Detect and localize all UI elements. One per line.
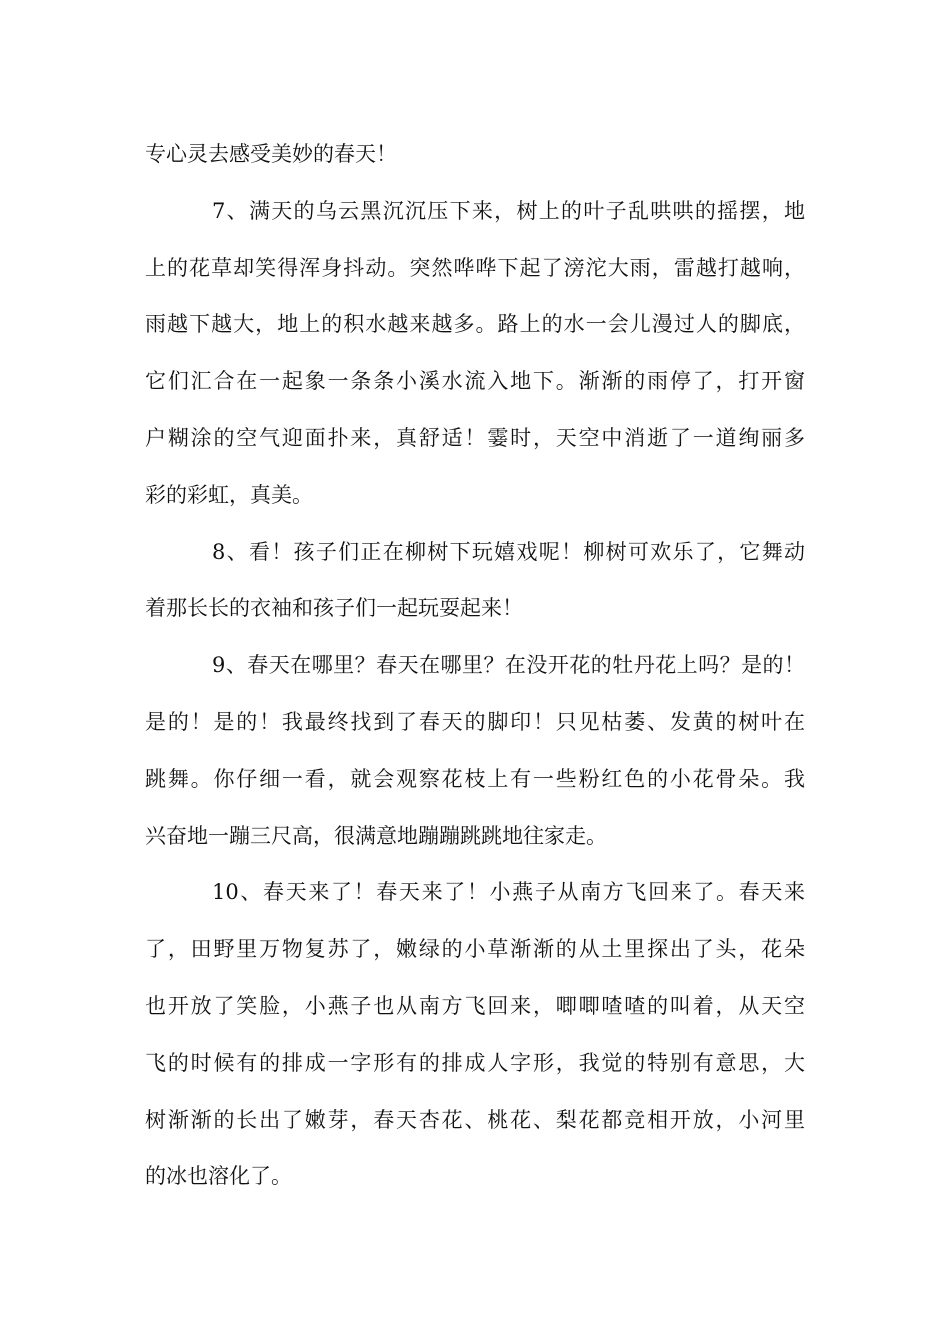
text-line: 雨越下越大，地上的积水越来越多。路上的水一会儿漫过人的脚底， [145, 312, 805, 337]
text-line: 户糊涂的空气迎面扑来，真舒适！霎时，天空中消逝了一道绚丽多 [145, 425, 805, 450]
paragraph-8 [145, 524, 805, 638]
text-line: 是的！是的！我最终找到了春天的脚印！只见枯萎、发黄的树叶在 [145, 709, 805, 734]
text-line: 着那长长的衣袖和孩子们一起玩耍起来！ [145, 596, 523, 621]
text-line: 上的花草却笑得浑身抖动。突然哗哗下起了滂沱大雨，雷越打越响， [145, 255, 805, 280]
text-line: 8、看！孩子们正在柳树下玩嬉戏呢！柳树可欢乐了，它舞动 [212, 539, 805, 564]
text-line: 10、春天来了！春天来了！小燕子从南方飞回来了。春天来 [212, 880, 805, 905]
text-line: 9、春天在哪里？春天在哪里？在没开花的牡丹花上吗？是的！ [212, 653, 805, 678]
paragraph-9 [145, 637, 805, 864]
text-line: 飞的时候有的排成一字形有的排成人字形，我觉的特别有意思，大 [145, 1050, 805, 1075]
text-line: 兴奋地一蹦三尺高，很满意地蹦蹦跳跳地往家走。 [145, 823, 607, 848]
text-line: 了，田野里万物复苏了，嫩绿的小草渐渐的从土里探出了头，花朵 [145, 937, 805, 962]
text-line: 专心灵去感受美妙的春天！ [145, 142, 397, 166]
paragraph-continuation [145, 126, 805, 183]
text-line: 也开放了笑脸，小燕子也从南方飞回来，唧唧喳喳的叫着，从天空 [145, 993, 805, 1018]
paragraph-10 [145, 864, 805, 1205]
document-body [145, 126, 805, 1205]
paragraph-7 [145, 183, 805, 524]
text-line: 跳舞。你仔细一看，就会观察花枝上有一些粉红色的小花骨朵。我 [145, 766, 805, 791]
text-line: 的冰也溶化了。 [145, 1164, 292, 1189]
text-line: 7、满天的乌云黑沉沉压下来，树上的叶子乱哄哄的摇摆，地 [212, 198, 805, 223]
text-line: 它们汇合在一起象一条条小溪水流入地下。渐渐的雨停了，打开窗 [145, 369, 805, 394]
text-line: 树渐渐的长出了嫩芽，春天杏花、桃花、梨花都竞相开放，小河里 [145, 1107, 805, 1132]
text-line: 彩的彩虹，真美。 [145, 482, 313, 507]
